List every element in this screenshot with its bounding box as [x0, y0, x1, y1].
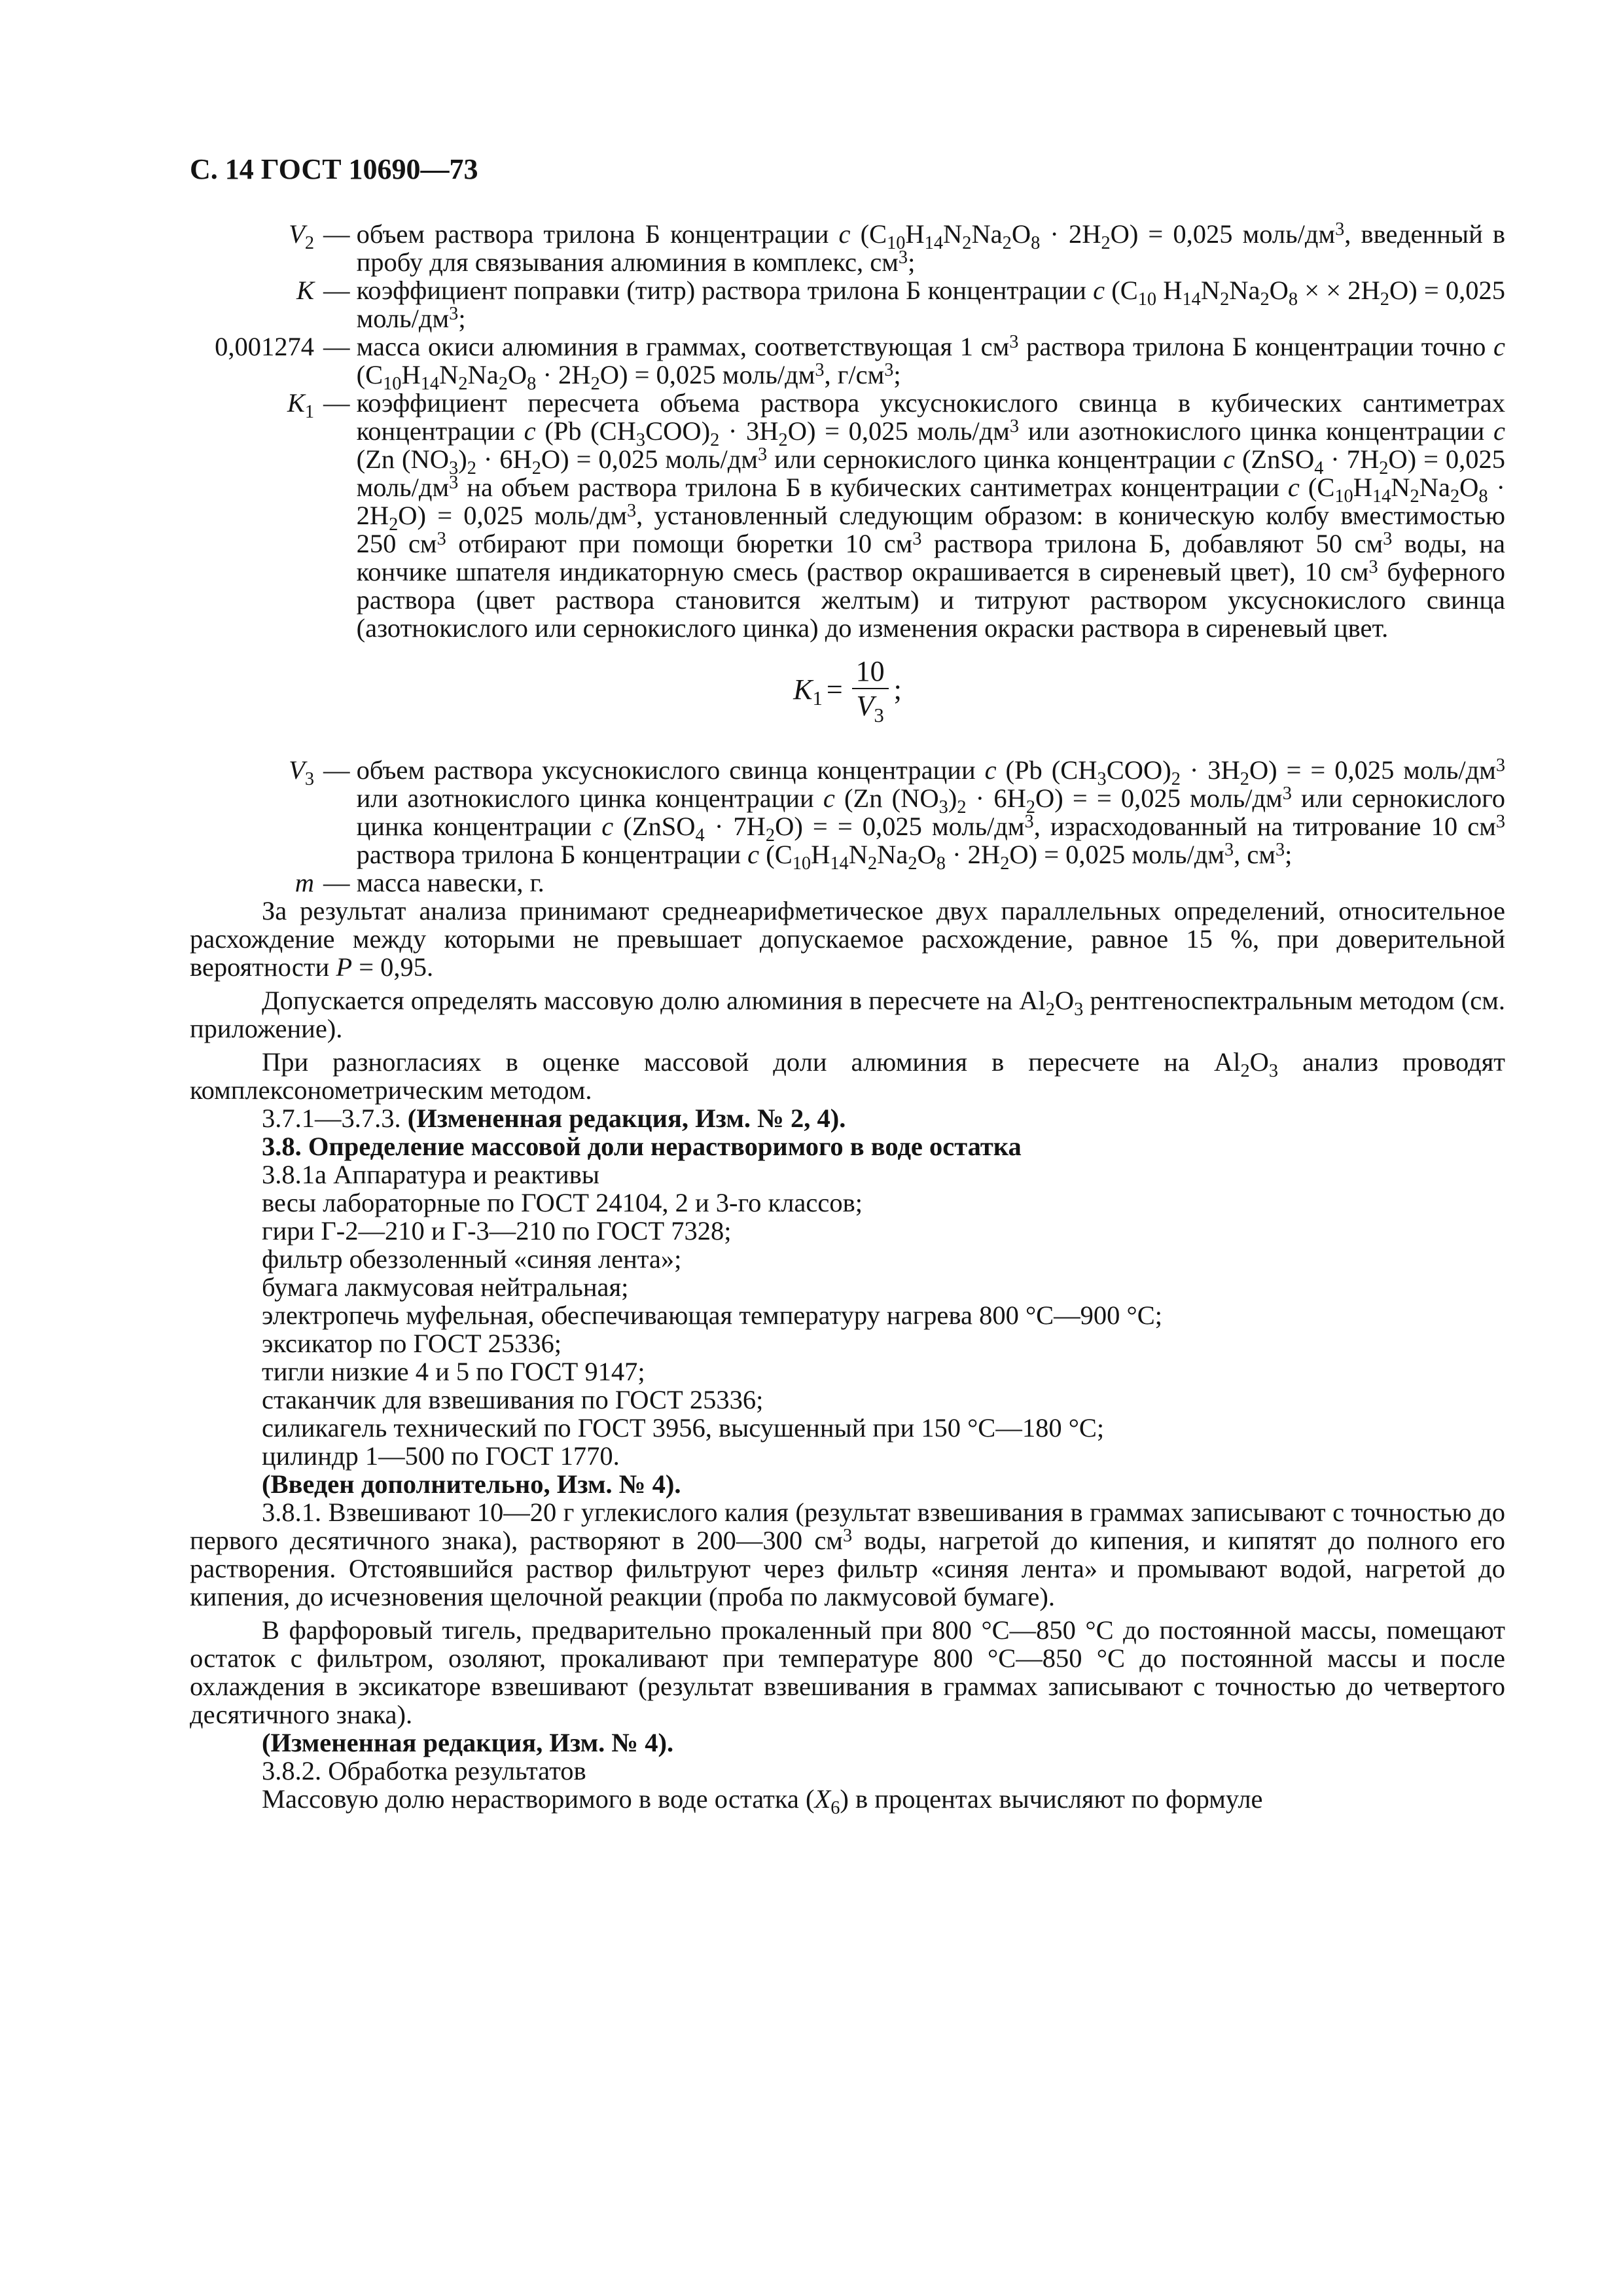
- text-run: 3.8.1. Взвешивают 10—20 г углекислого калия (результат взвешивания в граммах записывают с точностью до первого десятичного знака), растворяют в 200—300 см: [190, 1498, 1505, 1555]
- body-text: [190, 896, 1505, 1819]
- text-run: N: [1200, 276, 1221, 305]
- text-run: раствора трилона Б концентрации точно: [1018, 332, 1493, 361]
- text-run: Na: [1229, 276, 1260, 305]
- text-run: масса окиси алюминия в граммах, соответствующая 1 см: [356, 332, 1010, 361]
- text-run: на объем раствора трилона Б в кубических сантиметрах концентрации: [458, 473, 1288, 502]
- text-run: COO): [1106, 755, 1171, 785]
- text-run: 2: [908, 853, 918, 874]
- text-run: O) = = 0,025 моль/дм: [1035, 783, 1283, 813]
- text-run: 4: [695, 825, 705, 846]
- text-run: c: [1223, 444, 1235, 474]
- definition-item: [190, 220, 1505, 276]
- text-run: P: [336, 952, 353, 982]
- text-run: раствора трилона Б, добавляют 50 см: [921, 529, 1383, 558]
- text-run: H: [1156, 276, 1183, 305]
- text-run: Na: [1419, 473, 1450, 502]
- text-run: , установленный следующим образом: в коническую колбу вместимостью 250 см: [356, 501, 1506, 558]
- definition-dash: —: [323, 276, 357, 305]
- text-run: O: [917, 840, 936, 869]
- formula-denominator-subscript: 3: [874, 704, 884, 726]
- body-paragraph: [190, 1442, 1505, 1470]
- definition-symbol-letter: K: [296, 276, 314, 305]
- text-run: 3: [1275, 840, 1285, 861]
- text-run: c: [1493, 416, 1505, 446]
- text-run: 3: [1282, 783, 1292, 804]
- definition-dash: —: [323, 332, 357, 361]
- body-paragraph: [190, 1217, 1505, 1245]
- text-run: O) = = 0,025 моль/дм: [1249, 755, 1496, 785]
- text-run: H: [1353, 473, 1372, 502]
- text-run: (Zn (NO: [356, 444, 450, 474]
- text-run: 3.8. Определение массовой доли нерастворимого в воде остатка: [262, 1132, 1022, 1161]
- text-run: 14: [1372, 486, 1391, 507]
- text-run: 8: [527, 374, 537, 395]
- text-run: O) = 0,025 моль/дм: [398, 501, 627, 530]
- text-run: × × 2H: [1298, 276, 1380, 305]
- text-run: весы лабораторные по ГОСТ 24104, 2 и 3-го классов;: [262, 1188, 863, 1217]
- text-run: O) = = 0,025 моль/дм: [775, 812, 1025, 841]
- definition-symbol-letter: V: [289, 219, 305, 249]
- text-run: 2: [590, 374, 600, 395]
- text-run: 2: [1000, 853, 1010, 874]
- text-run: буферного раствора (цвет раствора становится желтым) и титруют раствором уксуснокислого свинца (азотнокислого или сернокислого цинка) до изменения окраски раствора в сиреневый цвет.: [356, 557, 1505, 643]
- text-run: Допускается определять массовую долю алюминия в пересчете на Al: [262, 986, 1046, 1015]
- text-run: · 6H: [476, 444, 532, 474]
- text-run: · 3H: [1180, 755, 1240, 785]
- text-run: O) = 0,025 моль/дм: [541, 444, 758, 474]
- text-run: N: [848, 840, 868, 869]
- text-run: N: [439, 360, 459, 389]
- text-run: 3: [842, 1526, 853, 1547]
- text-run: 10: [1334, 486, 1353, 507]
- text-run: O) = 0,025 моль/дм: [356, 444, 1505, 502]
- definition-dash: —: [323, 388, 357, 418]
- text-run: 2: [1379, 458, 1389, 479]
- text-run: · 2H: [536, 360, 591, 389]
- text-run: O) = 0,025 моль/дм: [356, 276, 1505, 333]
- text-run: коэффициент поправки (титр) раствора трилона Б концентрации: [356, 276, 1094, 305]
- text-run: 3: [627, 501, 637, 522]
- body-paragraph: [190, 1616, 1505, 1729]
- formula-tail: ;: [893, 673, 902, 706]
- text-run: 3: [437, 529, 446, 550]
- body-paragraph: [190, 1498, 1505, 1611]
- text-run: c: [1287, 473, 1300, 502]
- text-run: 3: [1383, 529, 1393, 550]
- text-run: (C: [1105, 276, 1138, 305]
- text-run: (Измененная редакция, Изм. № 2, 4).: [407, 1103, 846, 1133]
- text-run: , израсходованный на титрование 10 см: [1033, 812, 1496, 841]
- text-run: ): [948, 783, 957, 813]
- text-run: 2: [867, 853, 878, 874]
- body-paragraph: [190, 1189, 1505, 1217]
- text-run: 3: [1009, 332, 1019, 353]
- text-run: воды, на кончике шпателя индикаторную смесь (раствор окрашивается в сиреневый цвет), 10 см: [356, 529, 1505, 586]
- body-paragraph: [190, 986, 1505, 1043]
- text-run: (ZnSO: [1235, 444, 1315, 474]
- text-run: , введенный в пробу для связывания алюминия в комплекс, см: [356, 219, 1505, 277]
- text-run: O: [1011, 219, 1031, 249]
- text-run: O: [507, 360, 527, 389]
- text-run: 14: [830, 853, 849, 874]
- text-run: 2: [1240, 769, 1249, 790]
- text-run: 2: [957, 797, 967, 818]
- text-run: 3: [815, 360, 825, 381]
- text-run: · 2H: [945, 840, 1001, 869]
- text-run: 2: [1220, 289, 1230, 310]
- formula-lhs: [793, 673, 823, 710]
- text-run: 8: [1031, 233, 1041, 254]
- text-run: Массовую долю нерастворимого в воде остатка (: [262, 1784, 815, 1814]
- text-run: N: [943, 219, 963, 249]
- text-run: 2: [1410, 486, 1419, 507]
- text-run: c: [747, 840, 760, 869]
- definition-symbol-subscript: 2: [304, 233, 314, 254]
- text-run: 10: [887, 233, 906, 254]
- formula-denominator: [853, 689, 888, 726]
- text-run: анализ проводят комплексонометрическим методом.: [190, 1047, 1505, 1105]
- definition-symbol-letter: V: [289, 755, 305, 785]
- text-run: Na: [467, 360, 499, 389]
- definition-symbol: [190, 755, 323, 790]
- formula-lhs-symbol: K: [793, 673, 813, 706]
- text-run: 3: [938, 797, 948, 818]
- text-run: (Pb (CH: [996, 755, 1097, 785]
- definition-dash: —: [323, 868, 357, 897]
- text-run: 3: [1074, 999, 1084, 1020]
- text-run: · 2H: [1040, 219, 1101, 249]
- text-run: 2: [1240, 1061, 1250, 1082]
- text-run: электропечь муфельная, обеспечивающая температуру нагрева 800 °С—900 °С;: [262, 1300, 1163, 1330]
- body-paragraph: [190, 1414, 1505, 1442]
- text-run: ;: [908, 247, 916, 277]
- text-run: 3: [898, 247, 908, 268]
- definition-symbol: [190, 332, 323, 361]
- text-run: H: [905, 219, 925, 249]
- text-run: (C: [356, 360, 383, 389]
- text-run: 2: [1380, 289, 1389, 310]
- text-run: 14: [1182, 289, 1201, 310]
- text-run: ;: [458, 304, 466, 333]
- body-paragraph: [190, 1329, 1505, 1357]
- text-run: воды, нагретой до кипения, и кипятят до полного его растворения. Отстоявшийся раствор фильтруют через фильтр «синяя лента» и промывают водой, нагретой до кипения, до исчезновения щелочной реакции (проба по лакмусовой бумаге).: [190, 1526, 1505, 1611]
- text-run: (ZnSO: [613, 812, 696, 841]
- text-run: 3: [1268, 1061, 1279, 1082]
- text-run: бумага лакмусовая нейтральная;: [262, 1272, 629, 1302]
- text-run: При разногласиях в оценке массовой доли алюминия в пересчете на Al: [262, 1047, 1241, 1077]
- text-run: c: [984, 755, 997, 785]
- text-run: 2: [458, 374, 468, 395]
- text-run: (Измененная редакция, Изм. № 4).: [262, 1728, 674, 1757]
- text-run: c: [1493, 332, 1505, 361]
- body-paragraph: [190, 1132, 1505, 1160]
- text-run: 2: [710, 430, 720, 451]
- body-paragraph: [190, 1104, 1505, 1132]
- text-run: ;: [1285, 840, 1293, 869]
- text-run: · 7H: [704, 812, 766, 841]
- text-run: 3.8.2. Обработка результатов: [262, 1756, 586, 1785]
- text-run: 2: [389, 514, 399, 535]
- text-run: стаканчик для взвешивания по ГОСТ 25336;: [262, 1385, 764, 1414]
- variable-definitions-v3: [190, 756, 1505, 897]
- text-run: 2: [1260, 289, 1270, 310]
- text-run: 14: [924, 233, 944, 254]
- text-run: или сернокислого цинка концентрации: [356, 783, 1505, 841]
- text-run: 3: [1335, 219, 1345, 240]
- definition-text: [357, 220, 1505, 276]
- text-run: O: [1269, 276, 1289, 305]
- text-run: В фарфоровый тигель, предварительно прокаленный при 800 °С—850 °С до постоянной массы, помещают остаток с фильтром, озоляют, прокаливают при температуре 800 °С—850 °С до постоянной массы и после охлаждения в эксикаторе взвешивают (результат взвешивания в граммах записывают с точностью до четвертого десятичного знака).: [190, 1615, 1505, 1729]
- text-run: коэффициент пересчета объема раствора уксуснокислого свинца в кубических сантиметрах концентрации: [356, 388, 1505, 446]
- body-paragraph: [190, 1386, 1505, 1414]
- definition-dash: —: [323, 755, 357, 785]
- text-run: 8: [1478, 486, 1488, 507]
- text-run: или азотнокислого цинка концентрации: [1019, 416, 1493, 446]
- text-run: 3: [1224, 840, 1234, 861]
- text-run: отбирают при помощи бюретки 10 см: [446, 529, 913, 558]
- text-run: 3.8.1а Аппаратура и реактивы: [262, 1160, 599, 1189]
- body-paragraph: [190, 1048, 1505, 1104]
- text-run: 3: [757, 444, 768, 465]
- text-run: 10: [792, 853, 812, 874]
- definition-dash: —: [323, 219, 357, 249]
- text-run: c: [838, 219, 851, 249]
- text-run: H: [401, 360, 421, 389]
- text-run: цилиндр 1—500 по ГОСТ 1770.: [262, 1441, 620, 1471]
- text-run: H: [811, 840, 830, 869]
- text-run: 2: [1045, 999, 1055, 1020]
- text-run: За результат анализа принимают среднеарифметическое двух параллельных определений, относительное расхождение между которыми не превышает допускаемое расхождение, равное 15 %, при доверительной вероятности: [190, 896, 1505, 982]
- text-run: 3: [1495, 812, 1505, 833]
- text-run: 3: [1009, 416, 1020, 437]
- text-run: , см: [1234, 840, 1275, 869]
- text-run: 2: [1002, 233, 1012, 254]
- text-run: 2: [1450, 486, 1460, 507]
- definition-text: [356, 755, 1505, 874]
- text-run: 3: [1368, 557, 1378, 578]
- text-run: ;: [893, 360, 901, 389]
- text-run: эксикатор по ГОСТ 25336;: [262, 1329, 562, 1358]
- text-run: 2: [1101, 233, 1111, 254]
- text-run: O: [1054, 986, 1075, 1015]
- text-run: = 0,95.: [352, 952, 434, 982]
- page-header: С. 14 ГОСТ 10690—73: [190, 153, 478, 185]
- text-run: Na: [877, 840, 908, 869]
- text-run: 2: [1026, 797, 1035, 818]
- body-paragraph: [190, 1245, 1505, 1273]
- body-paragraph: [190, 1357, 1505, 1386]
- text-run: c: [823, 783, 835, 813]
- definition-symbol-letter: m: [294, 868, 314, 897]
- text-run: (C: [850, 219, 887, 249]
- text-run: объем раствора уксуснокислого свинца концентрации: [356, 755, 985, 785]
- text-run: 10: [383, 374, 402, 395]
- text-run: 3: [912, 529, 922, 550]
- body-paragraph: [190, 1470, 1505, 1498]
- text-run: ): [458, 444, 467, 474]
- body-paragraph: [190, 1273, 1505, 1301]
- text-run: 4: [1314, 458, 1324, 479]
- text-run: (Zn (NO: [834, 783, 939, 813]
- definition-text: [357, 869, 1505, 897]
- text-run: 3: [449, 304, 459, 325]
- text-run: 2: [765, 825, 776, 846]
- definition-item: [190, 389, 1505, 642]
- definition-text: [357, 276, 1505, 332]
- formula-denominator-symbol: V: [856, 690, 874, 722]
- text-run: 2: [778, 430, 788, 451]
- definition-symbol-subscript: 3: [304, 769, 314, 790]
- variable-definitions: [190, 220, 1505, 642]
- definition-symbol-subscript: 1: [304, 402, 314, 423]
- definition-symbol: [190, 388, 323, 423]
- text-run: c: [1093, 276, 1105, 305]
- text-run: 6: [830, 1798, 840, 1819]
- text-run: (Введен дополнительно, Изм. № 4).: [262, 1469, 681, 1499]
- definition-text: [356, 332, 1505, 395]
- text-run: или азотнокислого цинка концентрации: [356, 783, 823, 813]
- text-run: 3: [449, 458, 459, 479]
- definition-symbol: [190, 276, 323, 304]
- body-paragraph: [190, 1757, 1505, 1785]
- body-paragraph: [190, 1301, 1505, 1329]
- text-run: тигли низкие 4 и 5 по ГОСТ 9147;: [262, 1357, 645, 1386]
- text-run: силикагель технический по ГОСТ 3956, высушенный при 150 °С—180 °С;: [262, 1413, 1105, 1443]
- text-run: 2: [498, 374, 508, 395]
- definition-symbol-letter: K: [287, 388, 305, 418]
- text-run: гири Г-2—210 и Г-3—210 по ГОСТ 7328;: [262, 1216, 732, 1246]
- definition-item: [190, 276, 1505, 332]
- text-run: · 2H: [356, 473, 1505, 530]
- text-run: объем раствора трилона Б концентрации: [356, 219, 839, 249]
- text-run: 2: [962, 233, 972, 254]
- text-run: 2: [467, 458, 476, 479]
- text-run: 8: [936, 853, 946, 874]
- text-run: раствора трилона Б концентрации: [356, 840, 748, 869]
- text-run: 2: [531, 458, 541, 479]
- text-run: 14: [420, 374, 440, 395]
- text-run: 3: [884, 360, 894, 381]
- text-run: фильтр обеззоленный «синяя лента»;: [262, 1244, 682, 1274]
- text-run: O: [1249, 1047, 1269, 1077]
- text-run: 3: [1024, 812, 1034, 833]
- text-run: , г/см: [824, 360, 885, 389]
- text-run: рентгеноспектральным методом (см. приложение).: [190, 986, 1505, 1043]
- text-run: ) в процентах вычисляют по формуле: [840, 1784, 1263, 1814]
- text-run: N: [1391, 473, 1410, 502]
- text-run: · 7H: [1323, 444, 1380, 474]
- text-run: X: [814, 1784, 831, 1814]
- text-run: c: [601, 812, 614, 841]
- text-run: O) = 0,025 моль/дм: [787, 416, 1010, 446]
- text-run: O) = 0,025 моль/дм: [599, 360, 815, 389]
- text-run: или сернокислого цинка концентрации: [767, 444, 1224, 474]
- formula-lhs-subscript: 1: [812, 687, 823, 710]
- text-run: 3: [449, 473, 459, 493]
- text-run: 3: [635, 430, 646, 451]
- text-run: 3.7.1—3.7.3.: [262, 1103, 408, 1133]
- text-run: O) = 0,025 моль/дм: [1009, 840, 1224, 869]
- definition-item: [190, 755, 1505, 874]
- definition-symbol-letter: 0,001274: [215, 332, 314, 361]
- text-run: O: [1459, 473, 1479, 502]
- formula-fraction: [852, 655, 889, 726]
- text-run: 10: [1137, 289, 1157, 310]
- text-run: COO): [645, 416, 711, 446]
- text-run: · 3H: [719, 416, 779, 446]
- body-paragraph: [190, 1784, 1505, 1819]
- text-run: Na: [971, 219, 1003, 249]
- text-run: 8: [1288, 289, 1298, 310]
- text-run: 3: [1495, 755, 1505, 776]
- formula-k1: [190, 655, 1505, 726]
- text-run: (C: [759, 840, 793, 869]
- definition-symbol: [190, 219, 323, 254]
- text-run: масса навески, г.: [356, 868, 544, 897]
- body-paragraph: [190, 1729, 1505, 1757]
- text-run: c: [524, 416, 536, 446]
- definition-item: [190, 332, 1505, 395]
- definition-text: [357, 389, 1505, 642]
- text-run: O) = 0,025 моль/дм: [1110, 219, 1336, 249]
- formula-numerator: 10: [852, 655, 889, 689]
- text-run: 2: [1171, 769, 1181, 790]
- body-paragraph: [190, 1160, 1505, 1189]
- text-run: · 6H: [966, 783, 1026, 813]
- text-run: 3: [1097, 769, 1107, 790]
- body-paragraph: [190, 897, 1505, 981]
- formula-equals: =: [826, 673, 843, 706]
- text-run: (Pb (CH: [535, 416, 636, 446]
- definition-symbol: [190, 869, 323, 897]
- text-run: (C: [1299, 473, 1335, 502]
